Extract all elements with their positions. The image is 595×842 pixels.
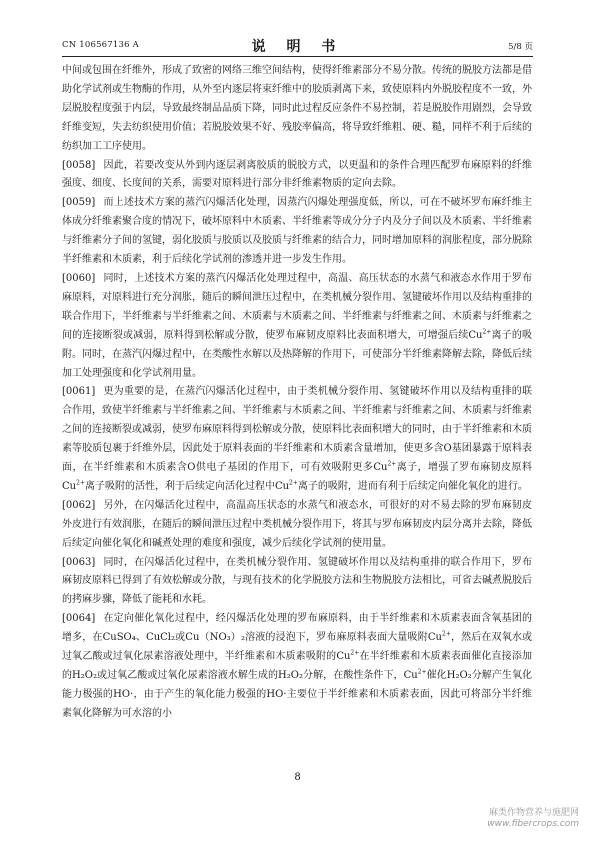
- paragraph-text: ，然后在双氧水或过氧乙酸或过氧化尿素溶液处理中，半纤维素和木质素吸附的Cu: [62, 632, 533, 663]
- paragraph-text: 因此，若要改变从外到内逐层剥离胶质的脱胶方式，以更温和的条件合理匹配罗布麻原料的纤维强度、细度、长度间的关系，需要对原料进行部分非纤维素物质的定向去除。: [62, 159, 532, 190]
- paragraph-0060: [62, 270, 532, 383]
- paragraph-number: [0060]: [62, 272, 96, 284]
- paragraph-number: [0058]: [62, 159, 96, 171]
- paragraph-0061: [62, 383, 532, 496]
- patent-number: CN 106567136 A: [62, 40, 139, 50]
- ion-charge: 2+: [417, 668, 427, 676]
- description-body: [62, 62, 532, 724]
- ion-charge: 2+: [350, 649, 360, 657]
- paragraph-text: 在定向催化氧化过程中，经闪爆活化处理的罗布麻原料，由于半纤维素和木质素表面含氧基团的增多，在CuSO₄、CuCl₂或Cu（NO₃）₂溶液的浸泡下，罗布麻原料表面大量吸附Cu: [62, 613, 532, 644]
- document-title: 说 明 书: [251, 39, 344, 55]
- paragraph-0062: [62, 497, 532, 554]
- paragraph-0063: [62, 554, 532, 611]
- paragraph-0058: [62, 157, 532, 195]
- paragraph-text: 同时，在闪爆活化过程中，在类机械分裂作用、氢键破坏作用以及结构重排的联合作用下，罗布麻韧皮原料已得到了有效松解或分散，与现有技术的化学脱胶方法和生物脱胶方法相比，可省去碱煮脱胶后的拷麻步骤，降低了能耗和水耗。: [62, 556, 532, 606]
- paragraph-0064: [62, 610, 532, 723]
- page-number: 8: [294, 772, 301, 783]
- paragraph-text: 而上述技术方案的蒸汽闪爆活化处理，因蒸汽闪爆处理强度低，所以，可在不破坏罗布麻纤维主体成分纤维素聚合度的情况下，破坏原料中木质素、半纤维素等成分分子内及分子间以及木质素、半纤维素与纤维素分子间的氢键，弱化胶质与胶质以及胶质与纤维素的结合力，同时增加原料的润胀程度，部分脱除半纤维素和木质素，利于后续化学试剂的渗透并进一步发生作用。: [62, 197, 532, 266]
- paragraph-text: 同时，上述技术方案的蒸汽闪爆活化处理过程中，高温、高压状态的水蒸气和液态水作用于罗布麻原料，对原料进行充分润胀，随后的瞬间泄压过程中，在类机械分裂作用、氢键破坏作用以及结构重排的联合作用下，半纤维素与半纤维素之间、木质素与木质素之间、半纤维素与纤维素之间、木质素与纤维素之间的连接断裂或减弱，原料得到松解或分散，使罗布麻韧皮原料比表面积增大，可增强后续Cu: [62, 272, 532, 341]
- paragraph-0059: [62, 194, 532, 270]
- paragraph-number: [0063]: [62, 556, 96, 568]
- paragraph-number: [0059]: [62, 197, 96, 209]
- watermark-url: www.fibercrops.com: [487, 819, 579, 829]
- ion-charge: 2+: [387, 460, 397, 468]
- ion-charge: 2+: [76, 479, 85, 487]
- watermark-site-name: 麻类作物营养与施肥网: [488, 808, 579, 818]
- paragraph-text: 另外，在闪爆活化过程中，高温高压状态的水蒸气和液态水，可很好的对不易去除的罗布麻韧皮外皮进行有效润胀，在随后的瞬间泄压过程中类机械分裂作用下，将其与罗布麻韧皮内层分离并去除，降低后续定向催化氧化和碱煮处理的难度和强度，减少后续化学试剂的使用量。: [62, 499, 532, 549]
- paragraph-continuation: [62, 62, 532, 157]
- watermark: [487, 808, 579, 830]
- header-rule: [62, 56, 533, 57]
- paragraph-text: 离子的吸附，进而有利于后续定向催化氧化的进行。: [297, 480, 528, 492]
- paragraph-number: [0062]: [62, 499, 96, 511]
- paragraph-number: [0064]: [62, 613, 96, 625]
- paragraph-text: 在半纤维素和木质素表面催化直接添加的H₂O₂或过氧乙酸或过氧化尿素溶液水解生成的H₂O₂分解，在酸性条件下，Cu: [62, 651, 533, 681]
- page-header: [62, 36, 533, 54]
- page-indicator: 5/8 页: [508, 42, 533, 52]
- ion-charge: 2+: [441, 630, 451, 638]
- paragraph-text: 离子的吸附。同时，在蒸汽闪爆过程中，在类酸性水解以及热降解的作用下，可使部分半纤维素降解去除，降低后续加工处理强度和化学试剂用量。: [62, 329, 532, 379]
- ion-charge: 2+: [482, 328, 492, 336]
- paragraph-text: 更为重要的是，在蒸汽闪爆活化过程中，由于类机械分裂作用、氢键破坏作用以及结构重排的联合作用，致使半纤维素与半纤维素之间、半纤维素与木质素之间、半纤维素与纤维素之间、木质素与纤维素之间的连接断裂或减弱，使罗布麻原料得到松解或分散，使原料比表面积增大的同时，由于半纤维素和木质素等胶质包裹于纤维外层，因此处于原料表面的半纤维素和木质素含量增加，使更多含O基团暴露于原料表面，在半纤维素和木质素含O供电子基团的作用下，可有效吸附更多Cu: [62, 386, 532, 474]
- ion-charge: 2+: [289, 479, 298, 487]
- paragraph-text: 离子吸附的活性，利于后续定向活化过程中Cu: [84, 480, 290, 492]
- paragraph-number: [0061]: [62, 386, 96, 398]
- paragraph-text: 催化H₂O₂分解产生氧化能力极强的HO·，由于产生的氧化能力极强的HO·主要位于半纤维素和木质素表面，因此可将部分半纤维素氧化降解为可水溶的小: [62, 670, 533, 719]
- paragraph-text: 中间或包围在纤维外，形成了致密的网络三维空间结构，使得纤维素部分不易分散。传统的脱胶方法都是借助化学试剂或生物酶的作用，从外至内逐层将束纤维中的胶质剥离下来，致使原料内外脱胶程度不一致，外层脱胶程度强于内层，导致最终制品品质下降，同时此过程反应条件不易控制，若是脱胶作用剧烈，会导致纤维变短，失去纺织使用价值；若脱胶效果不好、残胶率偏高，将导致纤维粗、硬、糙，同样不利于后续的纺织加工工序使用。: [62, 65, 532, 152]
- paragraph-text: 离子，增强了罗布麻韧皮原料Cu: [62, 462, 532, 492]
